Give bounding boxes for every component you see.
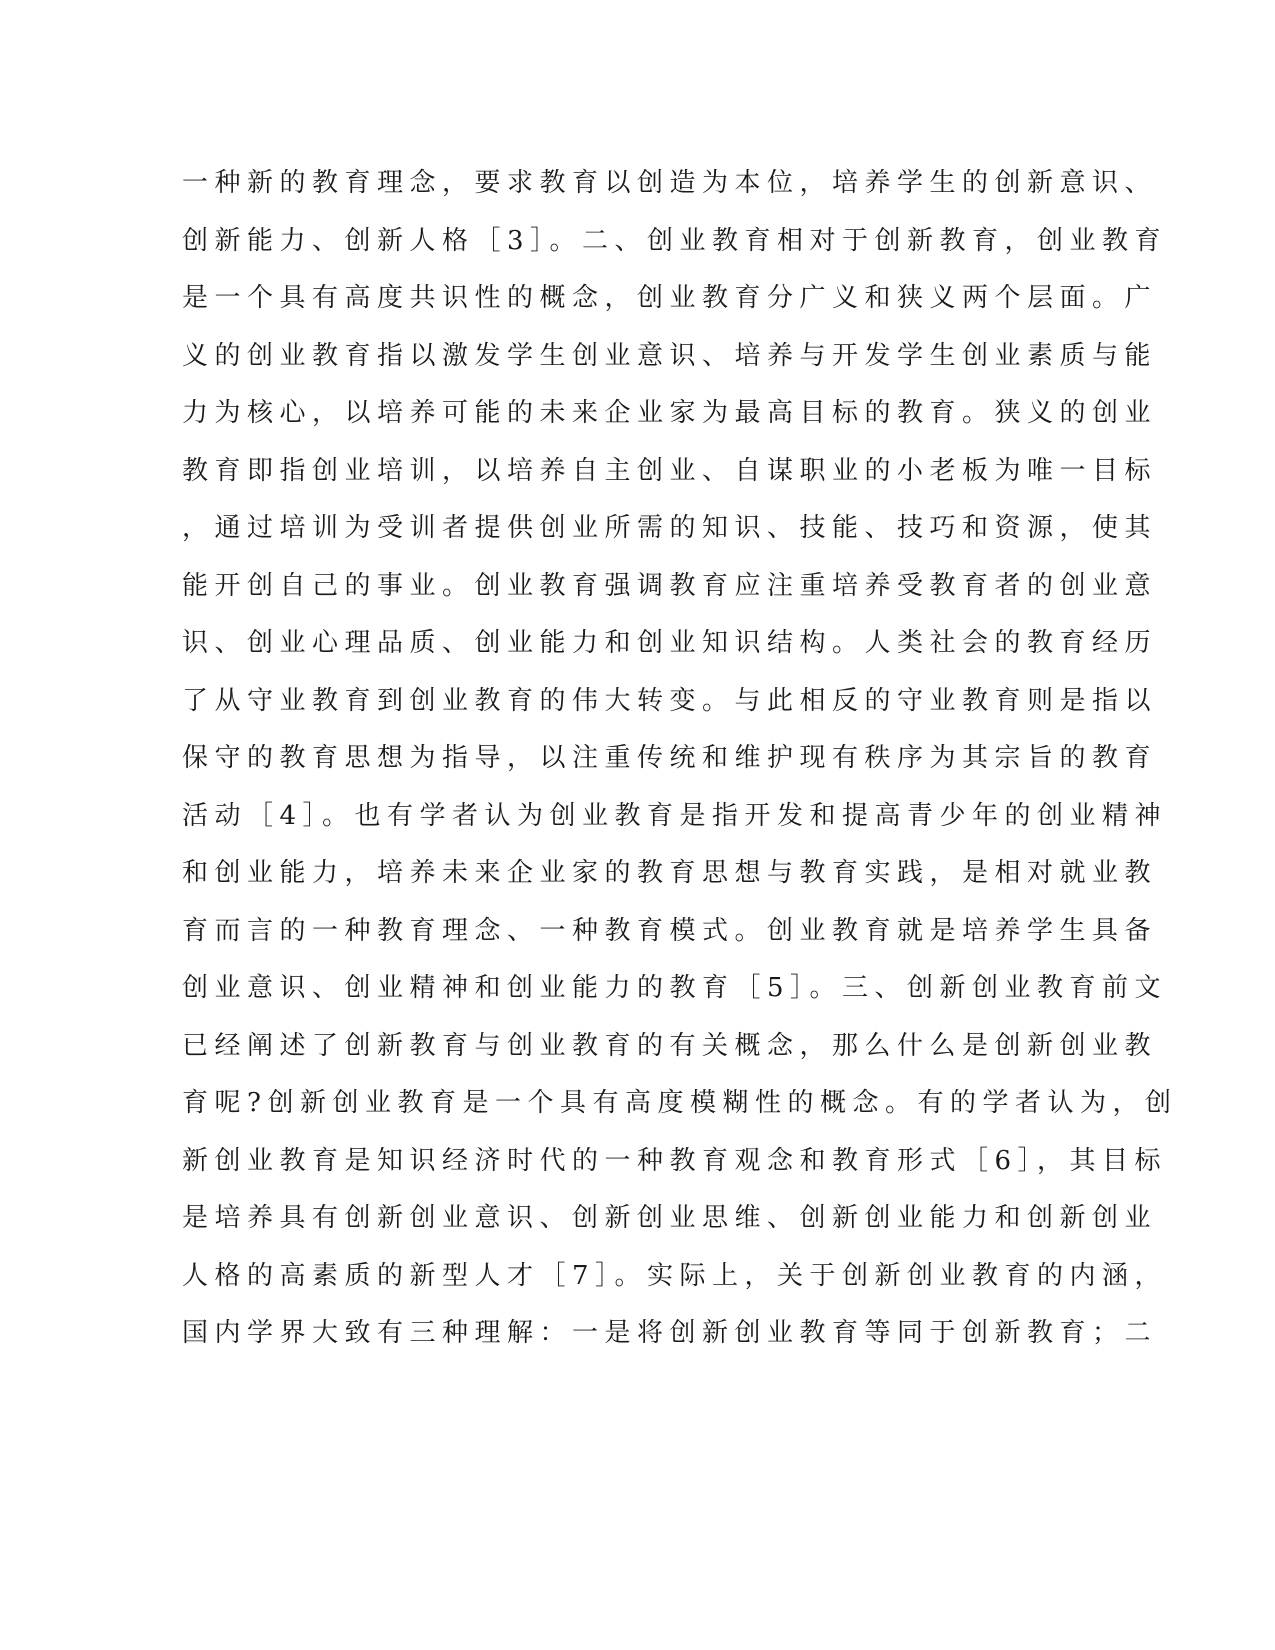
text-line: 能开创自己的事业。创业教育强调教育应注重培养受教育者的创业意 [182, 570, 1158, 601]
text-line: 了从守业教育到创业教育的伟大转变。与此相反的守业教育则是指以 [182, 685, 1158, 716]
text-line: 义的创业教育指以激发学生创业意识、培养与开发学生创业素质与能 [182, 340, 1158, 371]
text-line: 识、创业心理品质、创业能力和创业知识结构。人类社会的教育经历 [182, 628, 1158, 658]
text-line: 是培养具有创新创业意识、创新创业思维、创新创业能力和创新创业 [182, 1203, 1158, 1233]
text-line: 创业意识、创业精神和创业能力的教育［5］。三、创新创业教育前文 [182, 973, 1168, 1003]
text-line: 和创业能力，培养未来企业家的教育思想与教育实践，是相对就业教 [182, 858, 1158, 888]
text-line: 国内学界大致有三种理解：一是将创新创业教育等同于创新教育；二 [182, 1318, 1158, 1348]
text-line: 力为核心，以培养可能的未来企业家为最高目标的教育。狭义的创业 [182, 398, 1158, 428]
text-line: 教育即指创业培训，以培养自主创业、自谋职业的小老板为唯一目标 [182, 455, 1158, 486]
text-line: 人格的高素质的新型人才［7］。实际上，关于创新创业教育的内涵， [182, 1260, 1168, 1291]
text-line: 育呢?创新创业教育是一个具有高度模糊性的概念。有的学者认为，创 [182, 1088, 1178, 1118]
body-text [182, 155, 1178, 1363]
text-line: ，通过培训为受训者提供创业所需的知识、技能、技巧和资源，使其 [182, 513, 1158, 543]
text-line: 已经阐述了创新教育与创业教育的有关概念，那么什么是创新创业教 [182, 1030, 1158, 1061]
text-line: 活动［4］。也有学者认为创业教育是指开发和提高青少年的创业精神 [182, 800, 1168, 831]
text-line: 新创业教育是知识经济时代的一种教育观念和教育形式［6］，其目标 [182, 1145, 1168, 1176]
text-line: 是一个具有高度共识性的概念，创业教育分广义和狭义两个层面。广 [182, 283, 1158, 313]
text-line: 创新能力、创新人格［3］。二、创业教育相对于创新教育，创业教育 [182, 225, 1168, 256]
text-line: 保守的教育思想为指导，以注重传统和维护现有秩序为其宗旨的教育 [182, 743, 1158, 773]
text-line: 一种新的教育理念，要求教育以创造为本位，培养学生的创新意识、 [182, 168, 1158, 198]
text-line: 育而言的一种教育理念、一种教育模式。创业教育就是培养学生具备 [182, 915, 1158, 946]
